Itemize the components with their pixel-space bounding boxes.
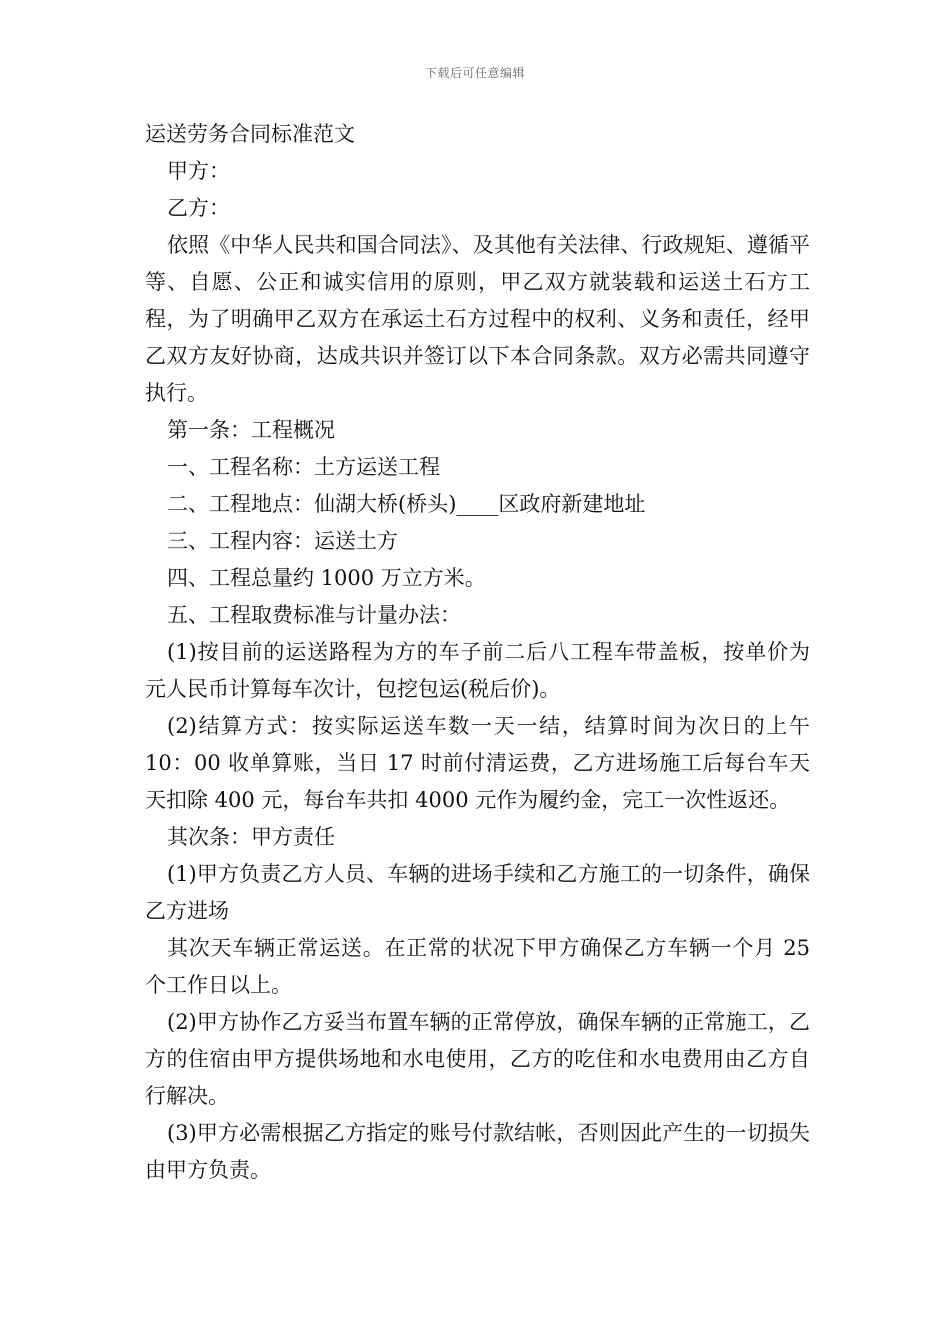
fee-clause-1: (1)按目前的运送路程为方的车子前二后八工程车带盖板，按单价为 元人民币计算每车次计，包挖包运(税后价)。 — [145, 640, 810, 701]
party-a-duty-2: (2)甲方协作乙方妥当布置车辆的正常停放，确保车辆的正常施工，乙方的住宿由甲方提供场地和水电使用，乙方的吃住和水电费用由乙方自行解决。 — [145, 1010, 810, 1108]
party-b-line: 乙方： — [167, 196, 230, 220]
page-header: 下载后可任意编辑 — [424, 66, 525, 80]
project-location-line: 二、工程地点：仙湖大桥(桥头)____区政府新建地址 — [167, 492, 646, 516]
party-a-duty-3: (3)甲方必需根据乙方指定的账号付款结帐，否则因此产生的一切损失由甲方负责。 — [145, 1121, 810, 1182]
project-content-line: 三、工程内容：运送土方 — [167, 529, 398, 553]
preamble-paragraph: 依照《中华人民共和国合同法》、及其他有关法律、行政规矩、遵循平等、自愿、公正和诚实信用的原则，甲乙双方就装载和运送土石方工程，为了明确甲乙双方在承运土石方过程中的权利、义务和责任，经甲乙双方友好协商，达成共识并签订以下本合同条款。双方必需共同遵守执行。 — [145, 233, 810, 405]
project-volume-line: 四、工程总量约 1000 万立方米。 — [167, 566, 486, 590]
article-1-heading: 第一条：工程概况 — [167, 418, 335, 442]
fee-standard-heading: 五、工程取费标准与计量办法： — [167, 603, 461, 627]
party-a-duty-1: (1)甲方负责乙方人员、车辆的进场手续和乙方施工的一切条件，确保乙方进场 — [145, 862, 810, 923]
party-a-duty-1-cont: 其次天车辆正常运送。在正常的状况下甲方确保乙方车辆一个月 25 个工作日以上。 — [145, 936, 810, 997]
project-name-line: 一、工程名称：土方运送工程 — [167, 455, 440, 479]
document-body — [145, 116, 810, 1189]
party-a-line: 甲方： — [167, 159, 230, 183]
article-2-heading: 其次条：甲方责任 — [167, 825, 335, 849]
document-title: 运送劳务合同标准范文 — [145, 122, 355, 146]
fee-clause-2: (2)结算方式：按实际运送车数一天一结，结算时间为次日的上午 10：00 收单算账，当日 17 时前付清运费，乙方进场施工后每台车天天扣除 400 元，每台车共扣 4000 元作为履约金，完工一次性返还。 — [145, 714, 810, 812]
